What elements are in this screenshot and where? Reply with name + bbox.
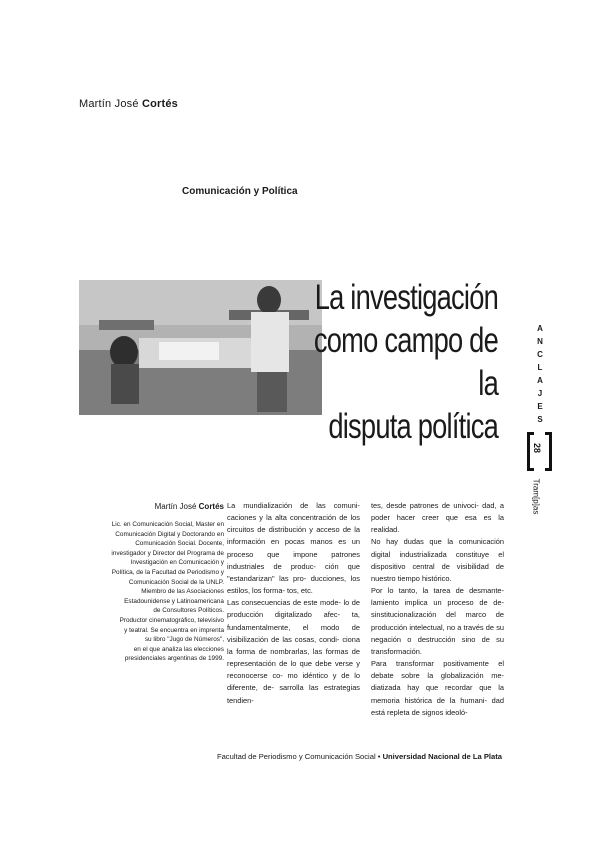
- vertical-letter: A: [537, 324, 543, 333]
- body-paragraph: No hay dudas que la comunicación digital industrializada constituye el dispositivo central de visibilidad de nuestro tiempo histórico.: [371, 537, 504, 583]
- vertical-letter: J: [537, 389, 543, 398]
- bio-line: Lic. en Comunicación Social, Master en: [111, 521, 224, 528]
- bio-line: de Consultores Políticos.: [153, 607, 224, 615]
- section-title: Comunicación y Política: [182, 186, 298, 197]
- body-paragraph: tes, desde patrones de univoci- dad, a poder hacer creer que esa es la realidad.: [371, 501, 504, 535]
- article-title: [295, 276, 498, 448]
- bio-line: su libro "Jugo de Números",: [144, 636, 224, 644]
- vertical-section-label: [534, 322, 546, 426]
- bio-author-surname: Cortés: [198, 502, 224, 511]
- footer-separator: •: [377, 752, 381, 761]
- bracket-right: [545, 432, 552, 471]
- bio-line: Comunicación Digital y Doctorando en: [115, 530, 224, 538]
- title-line: disputa política: [328, 407, 498, 446]
- vertical-letter: C: [537, 350, 543, 359]
- journal-name: Tram[p]as: [531, 478, 541, 515]
- article-photo: [79, 280, 322, 415]
- body-paragraph: Las consecuencias de este mode- lo de producción digitalizado afec- ta, fundamentalmente, el modo de visibilización de las cosas, condi- ciona la forma de nombrarlas, las formas de representación de lo que debe verse y reconocerse co- mo idéntico y de lo diferente, de- sarrolla las estrategias tendien-: [227, 598, 360, 705]
- header-author-given: Martín José: [79, 98, 139, 110]
- bio-line: en el que analiza las elecciones: [133, 645, 224, 653]
- bio-author: [79, 502, 224, 511]
- bio-line: Estadounidense y Latinoamericana: [124, 597, 224, 605]
- bio-line: Comunicación Social. Docente,: [135, 540, 224, 548]
- title-line: La investigación: [314, 278, 498, 317]
- bio-line: Productor cinematográfico, televisivo: [119, 616, 224, 624]
- bio-line: y teatral. Se encuentra en imprenta: [124, 626, 224, 634]
- header-author: [79, 98, 178, 110]
- footer-university: Universidad Nacional de La Plata: [382, 752, 502, 761]
- body-paragraph: Por lo tanto, la tarea de desmante- lamiento implica un proceso de de- sinstitucionalización del marco de producción intelectual, no a través de su negación o destrucción sino de su transformación.: [371, 586, 504, 656]
- vertical-letter: N: [537, 337, 543, 346]
- photo-illustration: [79, 280, 322, 415]
- bio-line: Comunicación Social de la UNLP.: [128, 578, 224, 586]
- author-bio: [79, 520, 224, 664]
- bio-author-given: Martín José: [154, 502, 197, 511]
- body-paragraph: La mundialización de las comuni- caciones y la alta concentración de los circuitos de distribución y acceso de la información en pocas manos es un proceso que impone patrones industriales de produc- ción que "estandarizan" las pro- ducciones, los estilos, los forma- tos, etc.: [227, 501, 360, 596]
- vertical-letter: S: [537, 415, 543, 424]
- page-number: 28: [532, 442, 543, 454]
- vertical-letter: A: [537, 376, 543, 385]
- bio-line: Política, de la Facultad de Periodismo y: [111, 568, 224, 576]
- page-footer: [217, 752, 502, 761]
- header-author-surname: Cortés: [141, 98, 178, 110]
- title-line: como campo de la: [313, 321, 498, 403]
- body-column-1: [227, 500, 360, 707]
- bio-line: Investigación en Comunicación y: [130, 559, 224, 567]
- body-paragraph: Para transformar positivamente el debate sobre la globalización me- diatizada hay que recordar que la memoria histórica de la humani- dad está repleta de signos ideoló-: [371, 659, 504, 717]
- bio-line: Miembro de las Asociaciones: [141, 588, 224, 596]
- bio-line: presidenciales argentinas de 1999.: [124, 655, 224, 663]
- bio-line: investigador y Director del Programa de: [111, 549, 224, 557]
- footer-faculty: Facultad de Periodismo y Comunicación Social: [216, 752, 376, 761]
- vertical-letter: L: [537, 363, 543, 372]
- body-column-2: [371, 500, 504, 719]
- vertical-letter: E: [537, 402, 543, 411]
